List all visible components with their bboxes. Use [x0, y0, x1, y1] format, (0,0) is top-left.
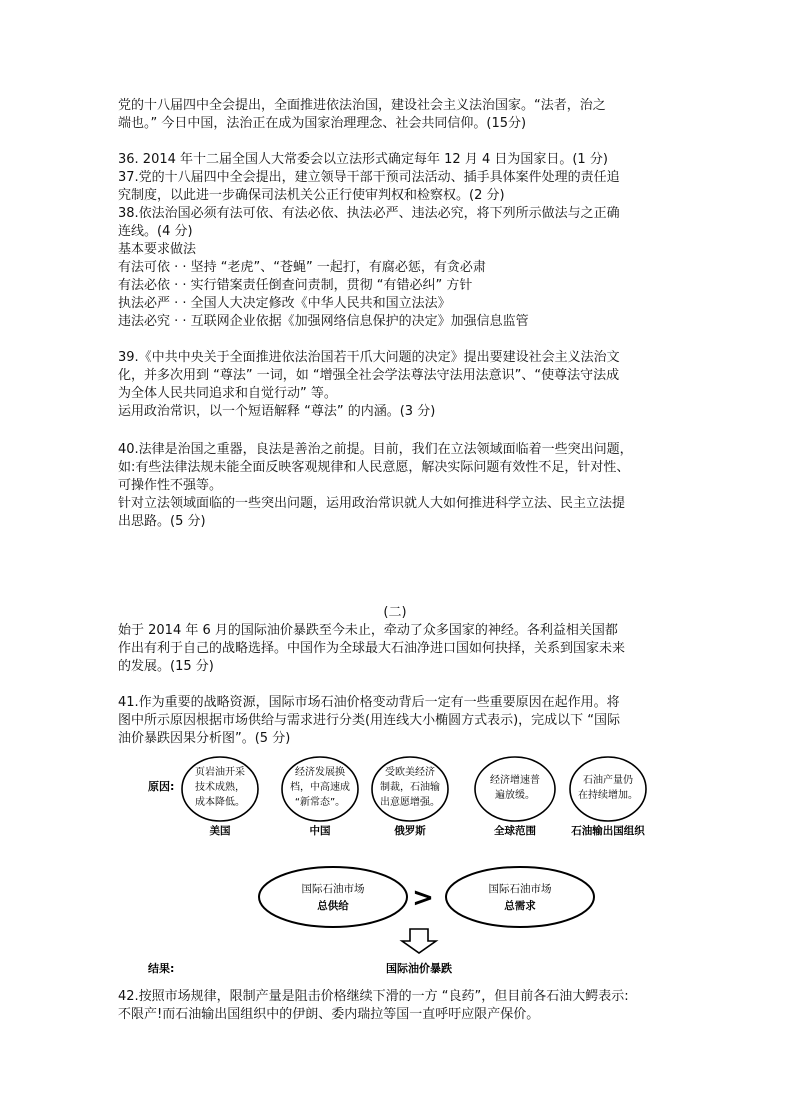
supply-text: 国际石油市场	[301, 883, 365, 895]
cause-text: 制裁，石油输	[380, 782, 440, 793]
question-38-line-1: 38.依法治国必须有法可依、有法必依、执法必严、违法必究，将下列所示做法与之正确	[118, 206, 620, 221]
question-41-line-3: 油价暴跌因果分析图”。(5 分)	[118, 731, 291, 746]
cause-text: “新常态”。	[294, 797, 346, 808]
question-42-line-2: 不限产!而石油输出国组织中的伊朗、委内瑞拉等国一直呼吁应限产保价。	[118, 1007, 540, 1022]
greater-than-sign: >	[412, 883, 434, 913]
question-36: 36. 2014 年十二届全国人大常委会以立法形式确定每年 12 月 4 日为国家日。(1 分)	[118, 152, 608, 167]
section-2-title: (二)	[383, 605, 407, 620]
cause-caption: 中国	[309, 825, 331, 837]
cause-text: 出意愿增强。	[380, 797, 440, 808]
question-38-row: 有法可依 · · 坚持 “老虎”、“苍蝇” 一起打，有腐必惩，有贪必肃	[118, 260, 486, 275]
cause-caption: 美国	[209, 825, 231, 837]
oil-price-cause-effect-diagram	[148, 752, 668, 980]
question-38-row: 违法必究 · · 互联网企业依据《加强网络信息保护的决定》加强信息监管	[118, 314, 529, 329]
cause-text: 遍放缓。	[495, 790, 535, 801]
question-39-line-1: 39.《中共中央关于全面推进依法治国若干爪大问题的决定》提出要建设社会主义法治文	[118, 350, 620, 365]
cause-global	[475, 757, 555, 837]
cause-text: 受欧美经济	[385, 767, 435, 778]
demand-ellipse	[446, 867, 594, 927]
cause-caption: 石油输出国组织	[571, 825, 645, 837]
cause-caption: 俄罗斯	[394, 825, 426, 837]
question-39-line-2: 化，并多次用到 “尊法” 一词，如 “增强全社会学法尊法守法用法意识”、“使尊法守法成	[118, 368, 620, 383]
section-2-line-2: 作出有利于自己的战略选择。中国作为全球最大石油净进口国如何抉择，关系到国家未来	[118, 641, 626, 656]
question-40-line-5: 出思路。(5 分)	[118, 514, 206, 529]
cause-text: 经济增速普	[490, 775, 540, 786]
total-supply	[259, 867, 407, 927]
question-40-line-3: 可操作性不强等。	[118, 478, 223, 493]
question-41-line-1: 41.作为重要的战略资源，国际市场石油价格变动背后一定有一些重要原因在起作用。将	[118, 695, 620, 710]
question-37-line-1: 37.党的十八届四中全会提出，建立领导干部干预司法活动、插手具体案件处理的责任追	[118, 170, 620, 185]
down-arrow-icon	[402, 929, 436, 953]
cause-ellipse	[570, 757, 646, 821]
question-41-line-2: 图中所示原因根据市场供给与需求进行分类(用连线大小椭圆方式表示)，完成以下 “国际	[118, 713, 621, 728]
cause-text: 成本降低。	[195, 797, 245, 808]
cause-text: 经济发展换	[295, 767, 345, 778]
intro-line-2: 端也。” 今日中国，法治正在成为国家治理理念、社会共同信仰。(15分)	[118, 116, 527, 131]
result-label: 结果:	[148, 962, 175, 975]
cause-ellipse	[475, 757, 555, 821]
cause-opec	[570, 757, 646, 837]
question-40-line-2: 如:有些法律法规未能全面反映客观规律和人民意愿，解决实际问题有效性不足，针对性、	[118, 460, 630, 475]
supply-text: 总供给	[317, 900, 349, 912]
cause-usa	[182, 757, 258, 837]
demand-text: 总需求	[504, 900, 536, 912]
question-40-line-4: 针对立法领域面临的一些突出问题，运用政治常识就人大如何推进科学立法、民主立法提	[118, 496, 626, 511]
diagram-canvas	[148, 752, 668, 980]
question-38-row: 有法必依 · · 实行错案责任倒查问责制，贯彻 “有错必纠” 方针	[118, 278, 473, 293]
cause-text: 在持续增加。	[578, 790, 638, 801]
question-39-line-4: 运用政治常识，以一个短语解释 “尊法” 的内涵。(3 分)	[118, 404, 436, 419]
question-39-line-3: 为全体人民共同追求和自觉行动” 等。	[118, 386, 337, 401]
question-38-row: 执法必严 · · 全国人大决定修改《中华人民共和国立法法》	[118, 296, 451, 311]
cause-russia	[372, 757, 448, 837]
cause-caption: 全球范围	[494, 825, 536, 837]
question-42-line-1: 42.按照市场规律，限制产量是阻击价格继续下滑的一方 “良药”，但目前各石油大鳄表示:	[118, 989, 629, 1004]
question-38-line-2: 连线。(4 分)	[118, 224, 193, 239]
cause-text: 档，中高速成	[290, 782, 350, 793]
result-text: 国际油价暴跌	[386, 962, 452, 975]
question-40-line-1: 40.法律是治国之重器，良法是善治之前提。目前，我们在立法领域面临着一些突出问题，	[118, 442, 633, 457]
supply-ellipse	[259, 867, 407, 927]
section-2-line-1: 始于 2014 年 6 月的国际油价暴跌至今未止，牵动了众多国家的神经。各利益相关国都	[118, 623, 618, 638]
total-demand	[446, 867, 594, 927]
cause-label: 原因:	[148, 780, 175, 793]
demand-text: 国际石油市场	[488, 883, 552, 895]
cause-text: 技术成熟，	[195, 782, 245, 793]
cause-text: 石油产量仍	[583, 775, 633, 786]
cause-text: 页岩油开采	[195, 767, 245, 778]
question-38-header: 基本要求做法	[118, 242, 197, 257]
question-37-line-2: 究制度，以此进一步确保司法机关公正行使审判权和检察权。(2 分)	[118, 188, 505, 203]
cause-china	[282, 757, 358, 837]
section-2-line-3: 的发展。(15 分)	[118, 659, 214, 674]
intro-line-1: 党的十八届四中全会提出，全面推进依法治国，建设社会主义法治国家。“法者，治之	[118, 98, 606, 113]
